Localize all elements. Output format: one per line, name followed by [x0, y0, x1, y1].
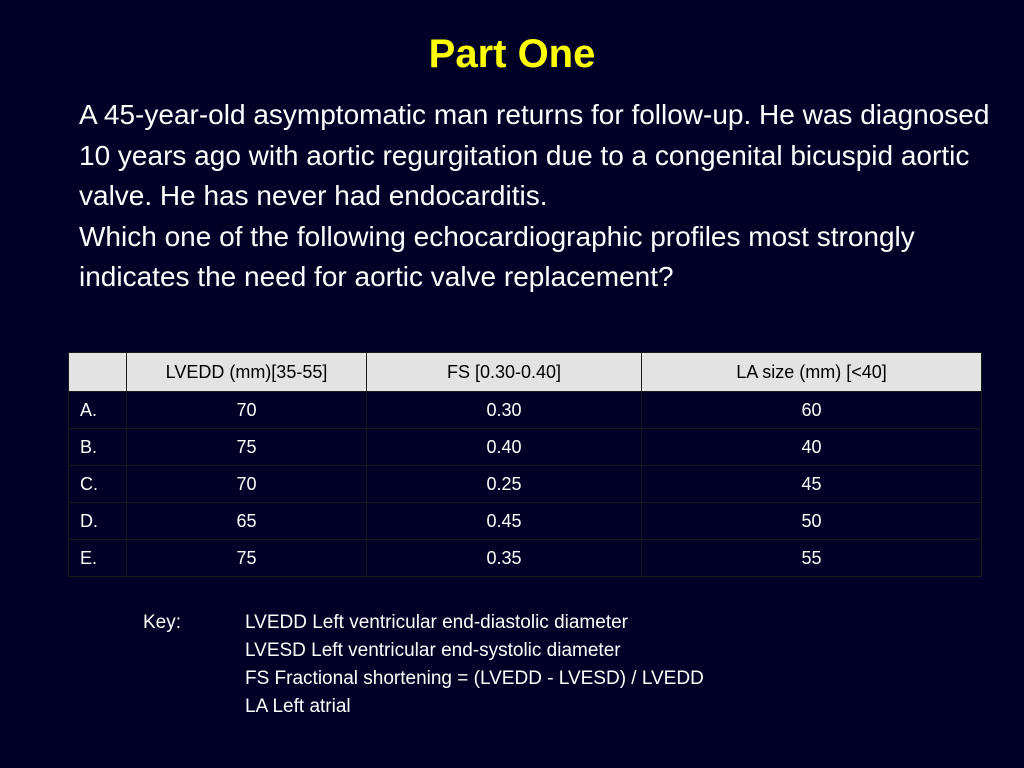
row-option-label: C. — [69, 466, 127, 503]
key-line-fs: FS Fractional shortening = (LVEDD - LVESD) / LVEDD — [245, 668, 704, 689]
cell-la-size: 55 — [642, 540, 982, 577]
row-option-label: A. — [69, 392, 127, 429]
key-line-lvesd: LVESD Left ventricular end-systolic diameter — [245, 640, 621, 661]
row-option-label: E. — [69, 540, 127, 577]
cell-fs: 0.40 — [367, 429, 642, 466]
table-row — [69, 540, 982, 577]
slide-title: Part One — [428, 32, 596, 76]
question-paragraph-case: A 45-year-old asymptomatic man returns for follow-up. He was diagnosed 10 years ago with aortic regurgitation due to a congenital bicuspid aortic valve. He has never had endocarditis. — [79, 99, 990, 211]
header-fs: FS [0.30-0.40] — [367, 353, 642, 392]
table-header-row — [69, 353, 982, 392]
cell-la-size: 50 — [642, 503, 982, 540]
question-text — [79, 95, 999, 298]
cell-la-size: 45 — [642, 466, 982, 503]
cell-lvedd: 70 — [127, 466, 367, 503]
table-row — [69, 429, 982, 466]
cell-fs: 0.35 — [367, 540, 642, 577]
table-row — [69, 466, 982, 503]
row-option-label: B. — [69, 429, 127, 466]
key-definitions — [245, 609, 945, 721]
key-line-la: LA Left atrial — [245, 696, 351, 717]
question-paragraph-prompt: Which one of the following echocardiographic profiles most strongly indicates the need for aortic valve replacement? — [79, 220, 915, 292]
row-option-label: D. — [69, 503, 127, 540]
key-label: Key: — [143, 612, 182, 633]
cell-fs: 0.30 — [367, 392, 642, 429]
key-line-lvedd: LVEDD Left ventricular end-diastolic diameter — [245, 612, 628, 633]
cell-lvedd: 75 — [127, 540, 367, 577]
header-blank-cell — [69, 353, 127, 392]
cell-fs: 0.25 — [367, 466, 642, 503]
cell-lvedd: 70 — [127, 392, 367, 429]
cell-la-size: 40 — [642, 429, 982, 466]
echo-profiles-table — [68, 352, 982, 577]
cell-lvedd: 65 — [127, 503, 367, 540]
header-lvedd: LVEDD (mm)[35-55] — [127, 353, 367, 392]
header-la-size: LA size (mm) [<40] — [642, 353, 982, 392]
cell-fs: 0.45 — [367, 503, 642, 540]
cell-lvedd: 75 — [127, 429, 367, 466]
cell-la-size: 60 — [642, 392, 982, 429]
table-row — [69, 503, 982, 540]
table-row — [69, 392, 982, 429]
